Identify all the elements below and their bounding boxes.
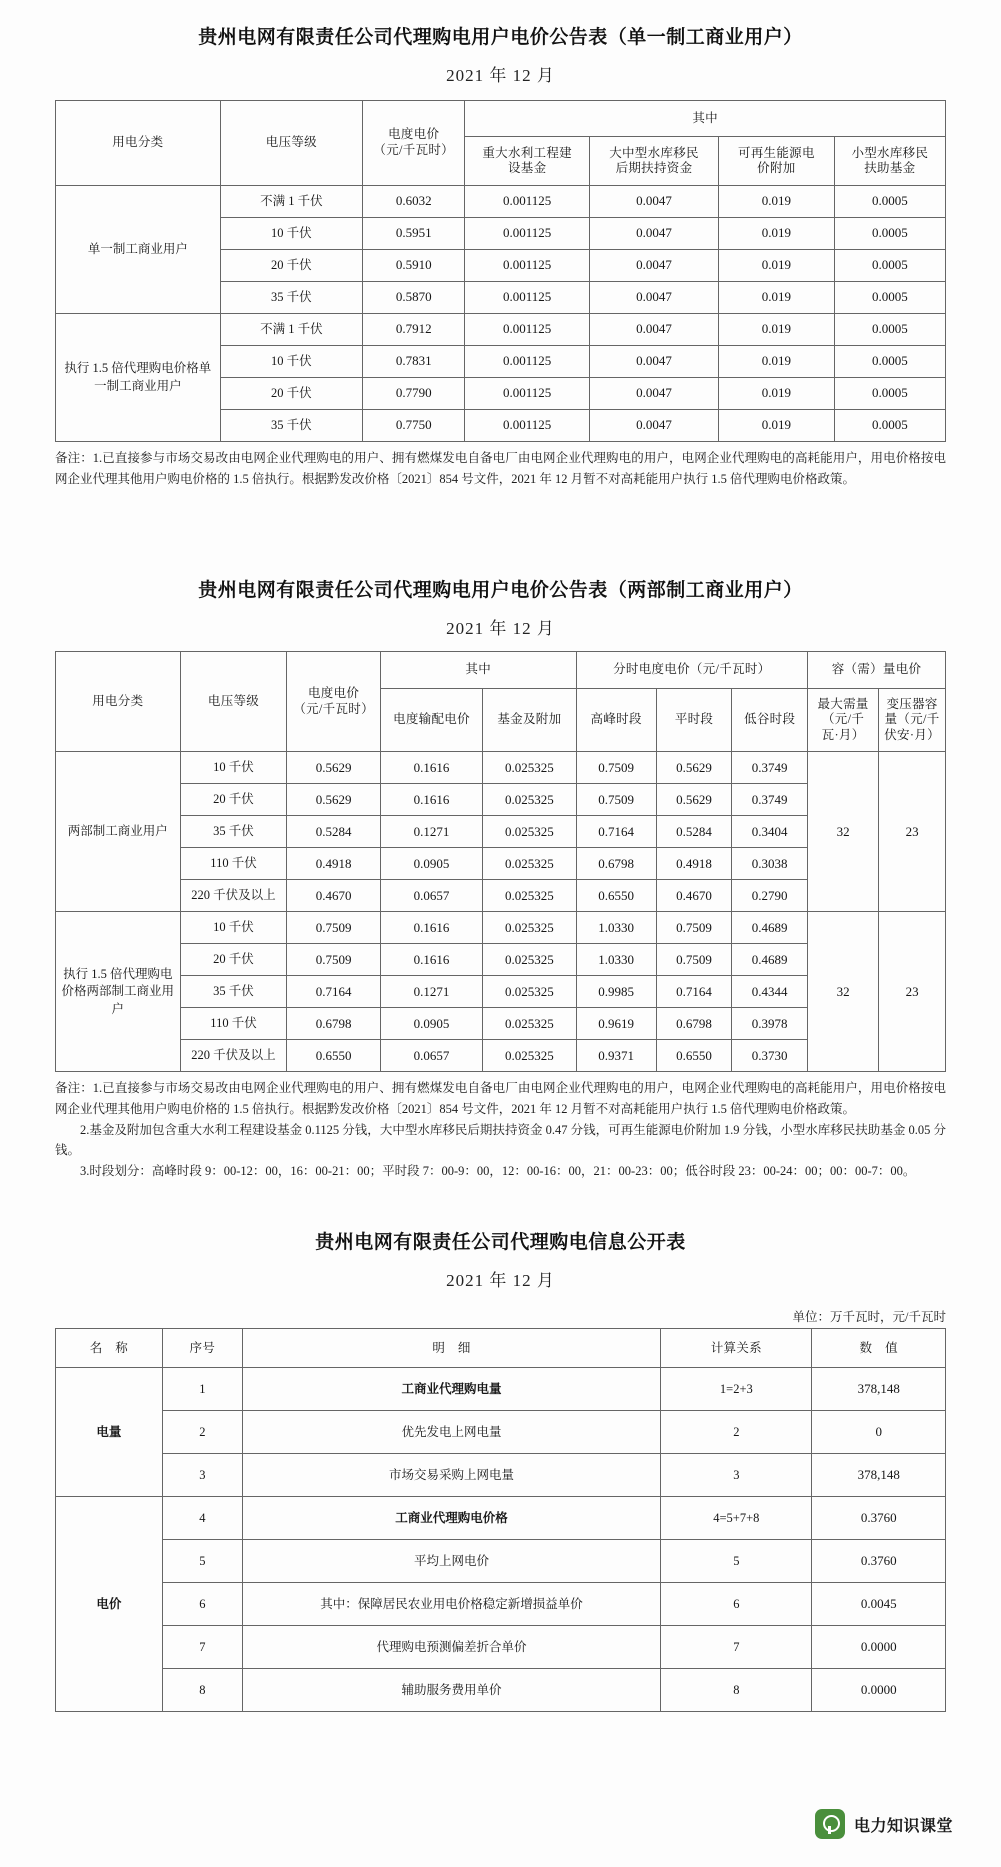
- t1-g0-r2-price: 0.5910: [363, 250, 465, 282]
- th2-tou: 分时电度电价（元/千瓦时）: [576, 652, 807, 689]
- th2-max-demand: [807, 689, 878, 752]
- th2-fund-surcharge: 基金及附加: [483, 689, 576, 752]
- t2-g1-r1-peak: 1.0330: [576, 944, 656, 976]
- t2-g1-transformer: 23: [879, 912, 946, 1072]
- t1-g0-r2-voltage: 20 千伏: [220, 250, 362, 282]
- t1-g0-r0-price: 0.6032: [363, 186, 465, 218]
- table-row: [56, 1669, 946, 1712]
- t2-g0-r4-fund: 0.025325: [483, 880, 576, 912]
- t1-g0-r1-f2: 0.0047: [589, 218, 718, 250]
- t1-g1-r1-price: 0.7831: [363, 346, 465, 378]
- t3-g1-r0-seq: 4: [162, 1497, 242, 1540]
- t3-g1-r1-detail: 平均上网电价: [242, 1540, 660, 1583]
- t2-g1-r4-valley: 0.3730: [732, 1040, 808, 1072]
- t2-g0-r1-flat: 0.5629: [656, 784, 732, 816]
- t3-g1-r3-seq: 7: [162, 1626, 242, 1669]
- t3-g0-r1-value: 0: [812, 1411, 946, 1454]
- t3-g0-r2-seq: 3: [162, 1454, 242, 1497]
- t3-g1-r1-seq: 5: [162, 1540, 242, 1583]
- t2-g1-r0-price: 0.7509: [287, 912, 380, 944]
- t2-g1-r2-peak: 0.9985: [576, 976, 656, 1008]
- t1-g0-r3-f1: 0.001125: [465, 282, 590, 314]
- t3-g0-r1-seq: 2: [162, 1411, 242, 1454]
- brand-name: 电力知识课堂: [853, 1817, 953, 1835]
- table2-notes: [0, 1072, 1001, 1181]
- t1-g1-r3-f3: 0.019: [719, 410, 835, 442]
- t2-g1-r2-price: 0.7164: [287, 976, 380, 1008]
- t2-g0-r4-peak: 0.6550: [576, 880, 656, 912]
- table3-subtitle: 2021 年 12 月: [446, 1271, 555, 1291]
- th-fund-renewable: [719, 137, 835, 186]
- t2-g0-r2-peak: 0.7164: [576, 816, 656, 848]
- table3-header-row: [56, 1329, 946, 1368]
- t3-g1-r2-seq: 6: [162, 1583, 242, 1626]
- t2-g1-r1-valley: 0.4689: [732, 944, 808, 976]
- t1-g0-r1-f4: 0.0005: [834, 218, 945, 250]
- t2-g1-r1-price: 0.7509: [287, 944, 380, 976]
- t2-g0-r0-voltage: 10 千伏: [180, 752, 287, 784]
- th2-max-demand-l2: （元/千: [821, 712, 865, 727]
- t2-g0-r2-trans: 0.1271: [380, 816, 482, 848]
- t1-g1-r0-f3: 0.019: [719, 314, 835, 346]
- th2-among: 其中: [380, 652, 576, 689]
- th2-transformer-l3: 伏安·月）: [884, 728, 940, 743]
- t2-g0-r1-fund: 0.025325: [483, 784, 576, 816]
- t3-g1-r3-value: 0.0000: [812, 1626, 946, 1669]
- t2-g1-r2-fund: 0.025325: [483, 976, 576, 1008]
- th-voltage: 电压等级: [220, 101, 362, 186]
- t2-g0-r3-price: 0.4918: [287, 848, 380, 880]
- th3-value: 数 值: [812, 1329, 946, 1368]
- t2-g1-r4-peak: 0.9371: [576, 1040, 656, 1072]
- table-row: [56, 1583, 946, 1626]
- t3-g0-r1-formula: 2: [661, 1411, 812, 1454]
- table1-header-row-1: [56, 101, 946, 137]
- th2-max-demand-l3: 瓦·月）: [821, 728, 865, 743]
- t1-g0-r1-f3: 0.019: [719, 218, 835, 250]
- t2-g1-r3-valley: 0.3978: [732, 1008, 808, 1040]
- t2-g0-max-demand: 32: [807, 752, 878, 912]
- th-fund-renewable-l2: 价附加: [757, 161, 796, 176]
- th-among: 其中: [465, 101, 946, 137]
- table1-single-tariff: [55, 100, 946, 442]
- t1-g0-r0-f4: 0.0005: [834, 186, 945, 218]
- t3-g1-r2-value: 0.0045: [812, 1583, 946, 1626]
- t3-g0-r0-seq: 1: [162, 1368, 242, 1411]
- table2-header-row-1: [56, 652, 946, 689]
- t1-g1-r2-price: 0.7790: [363, 378, 465, 410]
- th2-energy-price: [287, 652, 380, 752]
- t2-g1-r0-fund: 0.025325: [483, 912, 576, 944]
- t2-g1-r3-flat: 0.6798: [656, 1008, 732, 1040]
- table-row: [56, 1454, 946, 1497]
- t3-g1-r0-value: 0.3760: [812, 1497, 946, 1540]
- t1-g1-r2-f4: 0.0005: [834, 378, 945, 410]
- t2-g1-r3-peak: 0.9619: [576, 1008, 656, 1040]
- th2-flat: 平时段: [656, 689, 732, 752]
- t1-g1-r1-f3: 0.019: [719, 346, 835, 378]
- table-row: [56, 314, 946, 346]
- table1-subtitle: 2021 年 12 月: [446, 66, 555, 85]
- t2-g1-r0-flat: 0.7509: [656, 912, 732, 944]
- t2-g1-r4-flat: 0.6550: [656, 1040, 732, 1072]
- th-fund-small-reservoir: [834, 137, 945, 186]
- t2-g0-r1-trans: 0.1616: [380, 784, 482, 816]
- t2-g0-r2-flat: 0.5284: [656, 816, 732, 848]
- th-fund-reservoir-l1: 大中型水库移民: [609, 145, 699, 160]
- t2-g1-r1-trans: 0.1616: [380, 944, 482, 976]
- t1-g1-r3-f4: 0.0005: [834, 410, 945, 442]
- table1-note-1: 备注：1.已直接参与市场交易改由电网企业代理购电的用户、拥有燃煤发电自备电厂由电网企业代理购电的用户，电网企业代理购电的高耗能用户，用电价格按电网企业代理其他用户购电价格的 1.5 倍执行。根据黔发改价格〔2021〕854 号文件，2021 年 12 月暂不对高耗能用户执行 1.5 倍代理购电价格政策。: [55, 451, 946, 486]
- th-category: 用电分类: [56, 101, 221, 186]
- th-fund-small-reservoir-l1: 小型水库移民: [851, 145, 929, 160]
- t2-g1-max-demand: 32: [807, 912, 878, 1072]
- t2-g0-r1-valley: 0.3749: [732, 784, 808, 816]
- t1-g1-r2-f1: 0.001125: [465, 378, 590, 410]
- t2-g1-r2-voltage: 35 千伏: [180, 976, 287, 1008]
- t1-g1-r0-voltage: 不满 1 千伏: [220, 314, 362, 346]
- t1-g1-r0-f2: 0.0047: [589, 314, 718, 346]
- t1-g0-r2-f1: 0.001125: [465, 250, 590, 282]
- t2-g1-r2-trans: 0.1271: [380, 976, 482, 1008]
- t2-g0-r0-flat: 0.5629: [656, 752, 732, 784]
- t3-g1-r1-formula: 5: [661, 1540, 812, 1583]
- t1-g1-r1-f2: 0.0047: [589, 346, 718, 378]
- table3-unit-label: 单位：万千瓦时，元/千瓦时: [792, 1310, 946, 1325]
- t1-g0-r0-f1: 0.001125: [465, 186, 590, 218]
- t1-g0-r3-voltage: 35 千伏: [220, 282, 362, 314]
- t1-g0-r3-f2: 0.0047: [589, 282, 718, 314]
- th2-energy-price-l1: 电度电价: [308, 686, 360, 701]
- t1-g1-r3-f1: 0.001125: [465, 410, 590, 442]
- t2-g1-r3-trans: 0.0905: [380, 1008, 482, 1040]
- t3-g1-r1-value: 0.3760: [812, 1540, 946, 1583]
- t2-g0-r3-voltage: 110 千伏: [180, 848, 287, 880]
- t1-g1-r3-voltage: 35 千伏: [220, 410, 362, 442]
- th2-transmission: 电度输配电价: [380, 689, 482, 752]
- t3-g1-r4-detail: 辅助服务费用单价: [242, 1669, 660, 1712]
- table2-note-3: 3.时段划分：高峰时段 9：00-12：00，16：00-21：00；平时段 7：00-9：00，12：00-16：00，21：00-23：00；低谷时段 23：00-24：00；00：00-7：00。: [80, 1163, 916, 1178]
- t1-g1-r1-voltage: 10 千伏: [220, 346, 362, 378]
- th2-valley: 低谷时段: [732, 689, 808, 752]
- table3-info-disclosure: [55, 1328, 946, 1712]
- th-energy-price-line2: （元/千瓦时）: [373, 143, 454, 157]
- t3-g0-r0-formula: 1=2+3: [661, 1368, 812, 1411]
- t3-g1-r4-value: 0.0000: [812, 1669, 946, 1712]
- table-row: [56, 1368, 946, 1411]
- t1-g0-r0-f3: 0.019: [719, 186, 835, 218]
- table2-note-1: 备注：1.已直接参与市场交易改由电网企业代理购电的用户、拥有燃煤发电自备电厂由电网企业代理购电的用户，电网企业代理购电的高耗能用户，用电价格按电网企业代理其他用户购电价格的 1.5 倍执行。根据黔发改价格〔2021〕854 号文件，2021 年 12 月暂不对高耗能用户执行 1.5 倍代理购电价格政策。: [55, 1081, 946, 1116]
- t3-g0-r0-detail: 工商业代理购电量: [242, 1368, 660, 1411]
- table2-subtitle: 2021 年 12 月: [446, 619, 555, 639]
- t1-g1-r2-voltage: 20 千伏: [220, 378, 362, 410]
- table2-note-2: 2.基金及附加包含重大水利工程建设基金 0.1125 分钱，大中型水库移民后期扶持资金 0.47 分钱，可再生能源电价附加 1.9 分钱，小型水库移民扶助基金 0.05 分钱。: [55, 1122, 946, 1158]
- t3-g1-r2-formula: 6: [661, 1583, 812, 1626]
- t2-g1-r1-voltage: 20 千伏: [180, 944, 287, 976]
- t2-group-0-name: 两部制工商业用户: [56, 752, 181, 912]
- table-row: [56, 1626, 946, 1669]
- t3-g0-r2-detail: 市场交易采购上网电量: [242, 1454, 660, 1497]
- t1-group-1-name: 执行 1.5 倍代理购电价格单一制工商业用户: [56, 314, 221, 442]
- t2-g0-r1-peak: 0.7509: [576, 784, 656, 816]
- t2-g0-transformer: 23: [879, 752, 946, 912]
- t1-g0-r3-price: 0.5870: [363, 282, 465, 314]
- t3-g1-r0-formula: 4=5+7+8: [661, 1497, 812, 1540]
- t2-g1-r3-fund: 0.025325: [483, 1008, 576, 1040]
- th-energy-price-line1: 电度电价: [388, 127, 440, 142]
- th2-peak: 高峰时段: [576, 689, 656, 752]
- t2-g0-r4-voltage: 220 千伏及以上: [180, 880, 287, 912]
- t3-g1-r4-seq: 8: [162, 1669, 242, 1712]
- t3-g1-r2-detail: 其中：保障居民农业用电价格稳定新增损益单价: [242, 1583, 660, 1626]
- th3-name: 名 称: [56, 1329, 163, 1368]
- t2-g0-r0-peak: 0.7509: [576, 752, 656, 784]
- t1-g0-r2-f2: 0.0047: [589, 250, 718, 282]
- t2-g1-r4-trans: 0.0657: [380, 1040, 482, 1072]
- t2-g1-r3-price: 0.6798: [287, 1008, 380, 1040]
- t1-g0-r3-f3: 0.019: [719, 282, 835, 314]
- table-row: [56, 912, 946, 944]
- th-fund-small-reservoir-l2: 扶助基金: [864, 161, 916, 176]
- t2-g1-r0-valley: 0.4689: [732, 912, 808, 944]
- t1-g0-r0-f2: 0.0047: [589, 186, 718, 218]
- t3-g0-r0-value: 378,148: [812, 1368, 946, 1411]
- t1-g1-r2-f3: 0.019: [719, 378, 835, 410]
- t3-g1-r3-detail: 代理购电预测偏差折合单价: [242, 1626, 660, 1669]
- t1-g1-r1-f4: 0.0005: [834, 346, 945, 378]
- t1-g1-r1-f1: 0.001125: [465, 346, 590, 378]
- t2-g0-r3-valley: 0.3038: [732, 848, 808, 880]
- table-row: [56, 186, 946, 218]
- th-fund-major-water-l1: 重大水利工程建: [482, 145, 572, 160]
- t1-g1-r0-f4: 0.0005: [834, 314, 945, 346]
- t2-g1-r0-voltage: 10 千伏: [180, 912, 287, 944]
- table-row: [56, 1411, 946, 1454]
- t3-g0-r1-detail: 优先发电上网电量: [242, 1411, 660, 1454]
- t2-g0-r4-flat: 0.4670: [656, 880, 732, 912]
- t3-g1-r0-detail: 工商业代理购电价格: [242, 1497, 660, 1540]
- t3-group-0-name: 电量: [56, 1368, 163, 1497]
- t2-g0-r2-fund: 0.025325: [483, 816, 576, 848]
- t2-g0-r2-voltage: 35 千伏: [180, 816, 287, 848]
- t2-g1-r1-flat: 0.7509: [656, 944, 732, 976]
- t3-g1-r4-formula: 8: [661, 1669, 812, 1712]
- th2-transformer: [879, 689, 946, 752]
- t2-g0-r0-valley: 0.3749: [732, 752, 808, 784]
- t3-g0-r2-value: 378,148: [812, 1454, 946, 1497]
- table3-section: [0, 1227, 1001, 1712]
- th-energy-price: [363, 101, 465, 186]
- table2-title: 贵州电网有限责任公司代理购电用户电价公告表（两部制工商业用户）: [198, 580, 803, 602]
- t2-g1-r2-flat: 0.7164: [656, 976, 732, 1008]
- t2-g0-r0-price: 0.5629: [287, 752, 380, 784]
- footer-brand[interactable]: [815, 1809, 953, 1839]
- t2-g1-r4-fund: 0.025325: [483, 1040, 576, 1072]
- t1-g1-r3-price: 0.7750: [363, 410, 465, 442]
- table-row: [56, 1540, 946, 1583]
- t2-g0-r4-trans: 0.0657: [380, 880, 482, 912]
- table2-two-part-tariff: [55, 651, 946, 1072]
- th3-detail: 明 细: [242, 1329, 660, 1368]
- t2-g1-r2-valley: 0.4344: [732, 976, 808, 1008]
- t2-g0-r1-voltage: 20 千伏: [180, 784, 287, 816]
- th2-voltage: 电压等级: [180, 652, 287, 752]
- table1-section: [0, 22, 1001, 489]
- th-fund-reservoir-l2: 后期扶持资金: [615, 161, 693, 176]
- t1-g1-r3-f2: 0.0047: [589, 410, 718, 442]
- th2-category: 用电分类: [56, 652, 181, 752]
- t2-g0-r3-flat: 0.4918: [656, 848, 732, 880]
- table2-section: [0, 575, 1001, 1181]
- t1-g1-r0-f1: 0.001125: [465, 314, 590, 346]
- table1-title: 贵州电网有限责任公司代理购电用户电价公告表（单一制工商业用户）: [198, 27, 803, 48]
- t2-g1-r0-trans: 0.1616: [380, 912, 482, 944]
- t1-g0-r1-voltage: 10 千伏: [220, 218, 362, 250]
- t2-g1-r1-fund: 0.025325: [483, 944, 576, 976]
- t3-g1-r3-formula: 7: [661, 1626, 812, 1669]
- th2-transformer-l2: 量（元/千: [884, 712, 940, 727]
- th3-formula: 计算关系: [661, 1329, 812, 1368]
- th2-capacity: 容（需）量电价: [807, 652, 945, 689]
- t2-g0-r2-valley: 0.3404: [732, 816, 808, 848]
- t1-g0-r2-f4: 0.0005: [834, 250, 945, 282]
- table-row: [56, 1497, 946, 1540]
- table3-title: 贵州电网有限责任公司代理购电信息公开表: [315, 1232, 686, 1254]
- t2-g0-r0-trans: 0.1616: [380, 752, 482, 784]
- t1-group-0-name: 单一制工商业用户: [56, 186, 221, 314]
- t2-g0-r4-price: 0.4670: [287, 880, 380, 912]
- th2-max-demand-l1: 最大需量: [817, 696, 869, 711]
- table-row: [56, 752, 946, 784]
- t2-g0-r0-fund: 0.025325: [483, 752, 576, 784]
- t2-g0-r1-price: 0.5629: [287, 784, 380, 816]
- th-fund-major-water: [465, 137, 590, 186]
- table1-notes: [0, 442, 1001, 489]
- th2-energy-price-l2: （元/千瓦时）: [293, 701, 374, 716]
- th-fund-major-water-l2: 设基金: [507, 161, 547, 176]
- t1-g1-r0-price: 0.7912: [363, 314, 465, 346]
- t2-g0-r4-valley: 0.2790: [732, 880, 808, 912]
- th-fund-renewable-l1: 可再生能源电: [737, 145, 815, 160]
- t3-group-1-name: 电价: [56, 1497, 163, 1712]
- t2-g1-r4-voltage: 220 千伏及以上: [180, 1040, 287, 1072]
- t2-g0-r3-trans: 0.0905: [380, 848, 482, 880]
- th-fund-reservoir: [589, 137, 718, 186]
- t1-g0-r2-f3: 0.019: [719, 250, 835, 282]
- t3-g0-r2-formula: 3: [661, 1454, 812, 1497]
- t1-g0-r0-voltage: 不满 1 千伏: [220, 186, 362, 218]
- wechat-official-account-icon: [815, 1809, 845, 1839]
- t1-g0-r1-price: 0.5951: [363, 218, 465, 250]
- t2-g1-r3-voltage: 110 千伏: [180, 1008, 287, 1040]
- t2-g1-r0-peak: 1.0330: [576, 912, 656, 944]
- t1-g0-r3-f4: 0.0005: [834, 282, 945, 314]
- t2-g0-r2-price: 0.5284: [287, 816, 380, 848]
- t2-group-1-name: 执行 1.5 倍代理购电价格两部制工商业用户: [56, 912, 181, 1072]
- t2-g0-r3-peak: 0.6798: [576, 848, 656, 880]
- th2-transformer-l1: 变压器容: [886, 696, 938, 711]
- t1-g1-r2-f2: 0.0047: [589, 378, 718, 410]
- t2-g0-r3-fund: 0.025325: [483, 848, 576, 880]
- t1-g0-r1-f1: 0.001125: [465, 218, 590, 250]
- th3-seq: 序号: [162, 1329, 242, 1368]
- t2-g1-r4-price: 0.6550: [287, 1040, 380, 1072]
